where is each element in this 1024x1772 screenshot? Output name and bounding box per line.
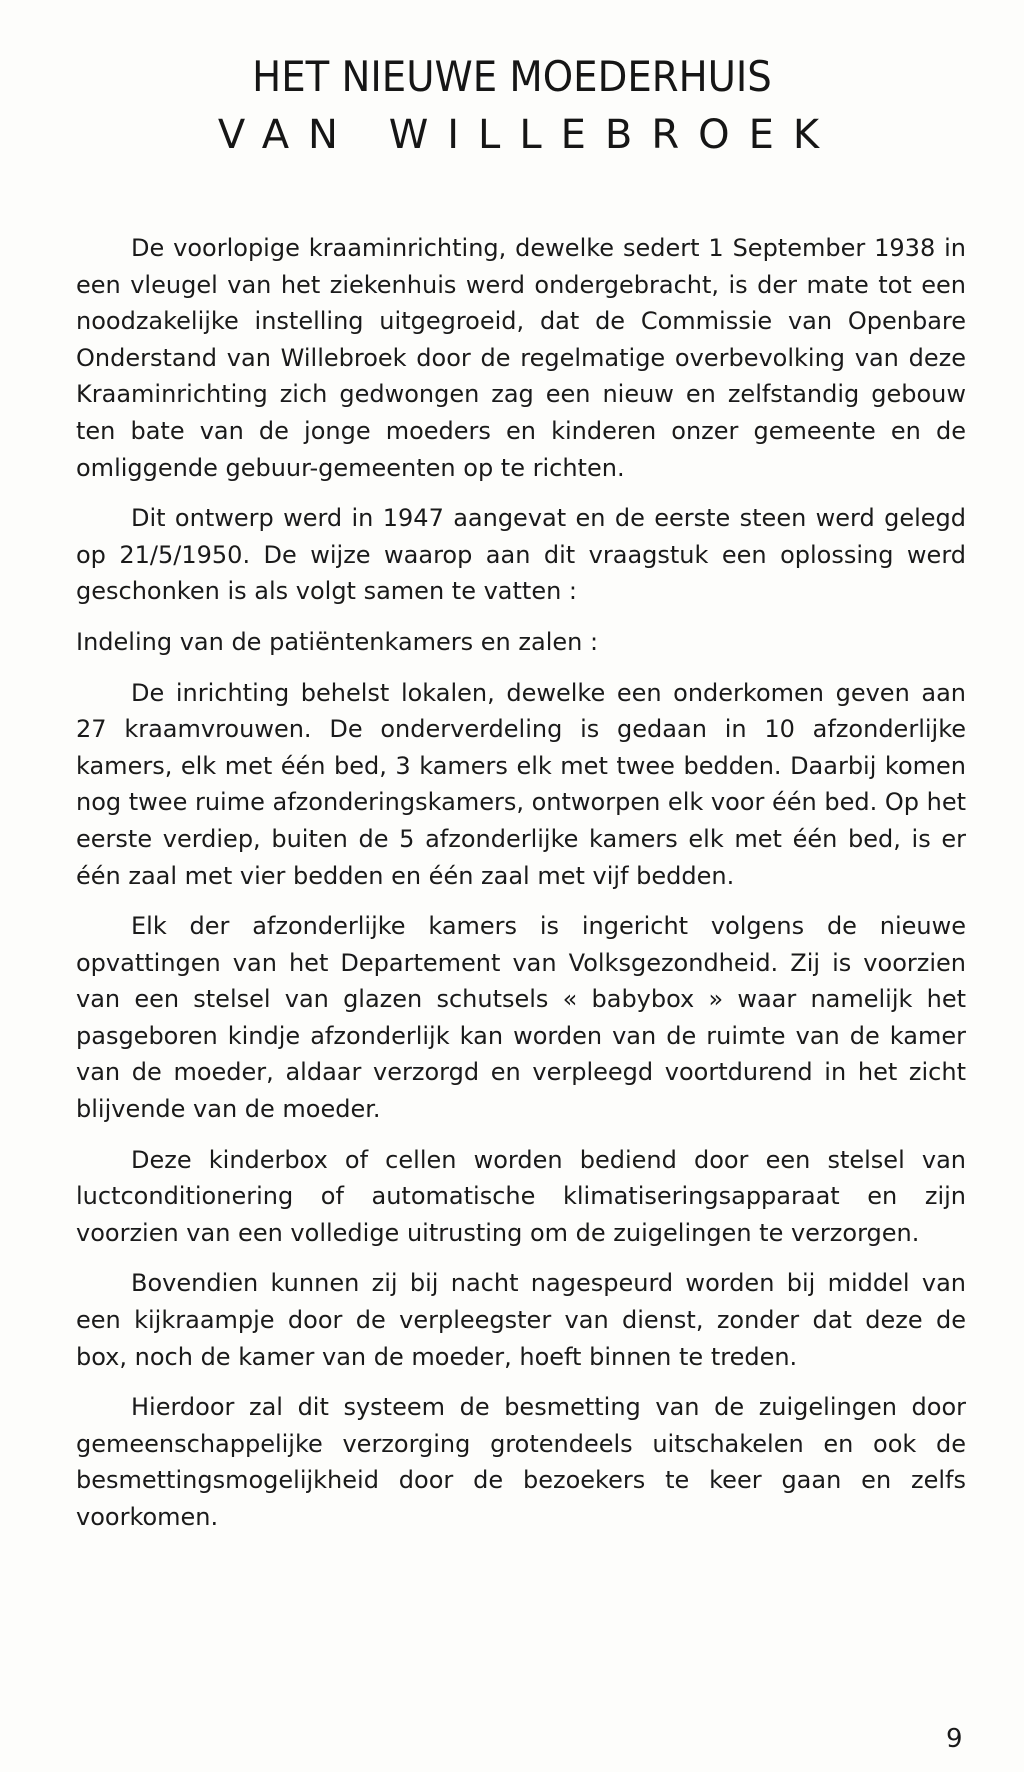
body-text: [76, 230, 966, 1550]
title-line-1: HET NIEUWE MOEDERHUIS: [252, 52, 772, 101]
title-line-2: VAN WILLEBROEK: [217, 112, 839, 158]
section-heading: Indeling van de patiëntenkamers en zalen :: [76, 627, 599, 656]
paragraph: Elk der afzonderlijke kamers is ingericht volgens de nieuwe opvattingen van het Departement van Volksgezondheid. Zij is voorzien van een stelsel van glazen schutsels « babybox » waar namelijk het pasgeboren kindje afzonderlijk kan worden van de ruimte van de kamer van de moeder, aldaar verzorgd en verpleegd voortdurend in het zicht blijvende van de moeder.: [76, 912, 966, 1124]
paragraph: Hierdoor zal dit systeem de besmetting van de zuigelingen door gemeenschappelijke verzorging grotendeels uitschakelen en ook de besmettingsmogelijkheid door de bezoekers te keer gaan en zelfs voorkomen.: [76, 1393, 966, 1531]
paragraph: De voorlopige kraaminrichting, dewelke sedert 1 September 1938 in een vleugel van het ziekenhuis werd ondergebracht, is der mate tot een noodzakelijke instelling uitgegroeid, dat de Commissie van Openbare Onderstand van Willebroek door de regelmatige overbevolking van deze Kraaminrichting zich gedwongen zag een nieuw en zelfstandig gebouw ten bate van de jonge moeders en kinderen onzer gemeente en de omliggende gebuur-gemeenten op te richten.: [76, 234, 966, 482]
paragraph: Bovendien kunnen zij bij nacht nagespeurd worden bij middel van een kijkraampje door de verpleegster van dienst, zonder dat deze de box, noch de kamer van de moeder, hoeft binnen te treden.: [76, 1269, 966, 1371]
page-number: 9: [946, 1724, 963, 1754]
paragraph: De inrichting behelst lokalen, dewelke een onderkomen geven aan 27 kraamvrouwen. De onderverdeling is gedaan in 10 afzonderlijke kamers, elk met één bed, 3 kamers elk met twee bedden. Daarbij komen nog twee ruime afzonderingskamers, ontworpen elk voor één bed. Op het eerste verdiep, buiten de 5 afzonderlijke kamers elk met één bed, is er één zaal met vier bedden en één zaal met vijf bedden.: [76, 678, 966, 890]
paragraph: Dit ontwerp werd in 1947 aangevat en de eerste steen werd gelegd op 21/5/1950. De wijze waarop aan dit vraagstuk een oplossing werd geschonken is als volgt samen te vatten :: [76, 504, 966, 606]
paragraph: Deze kinderbox of cellen worden bediend door een stelsel van luctconditionering of automatische klimatiseringsapparaat en zijn voorzien van een volledige uitrusting om de zuigelingen te verzorgen.: [76, 1145, 966, 1247]
